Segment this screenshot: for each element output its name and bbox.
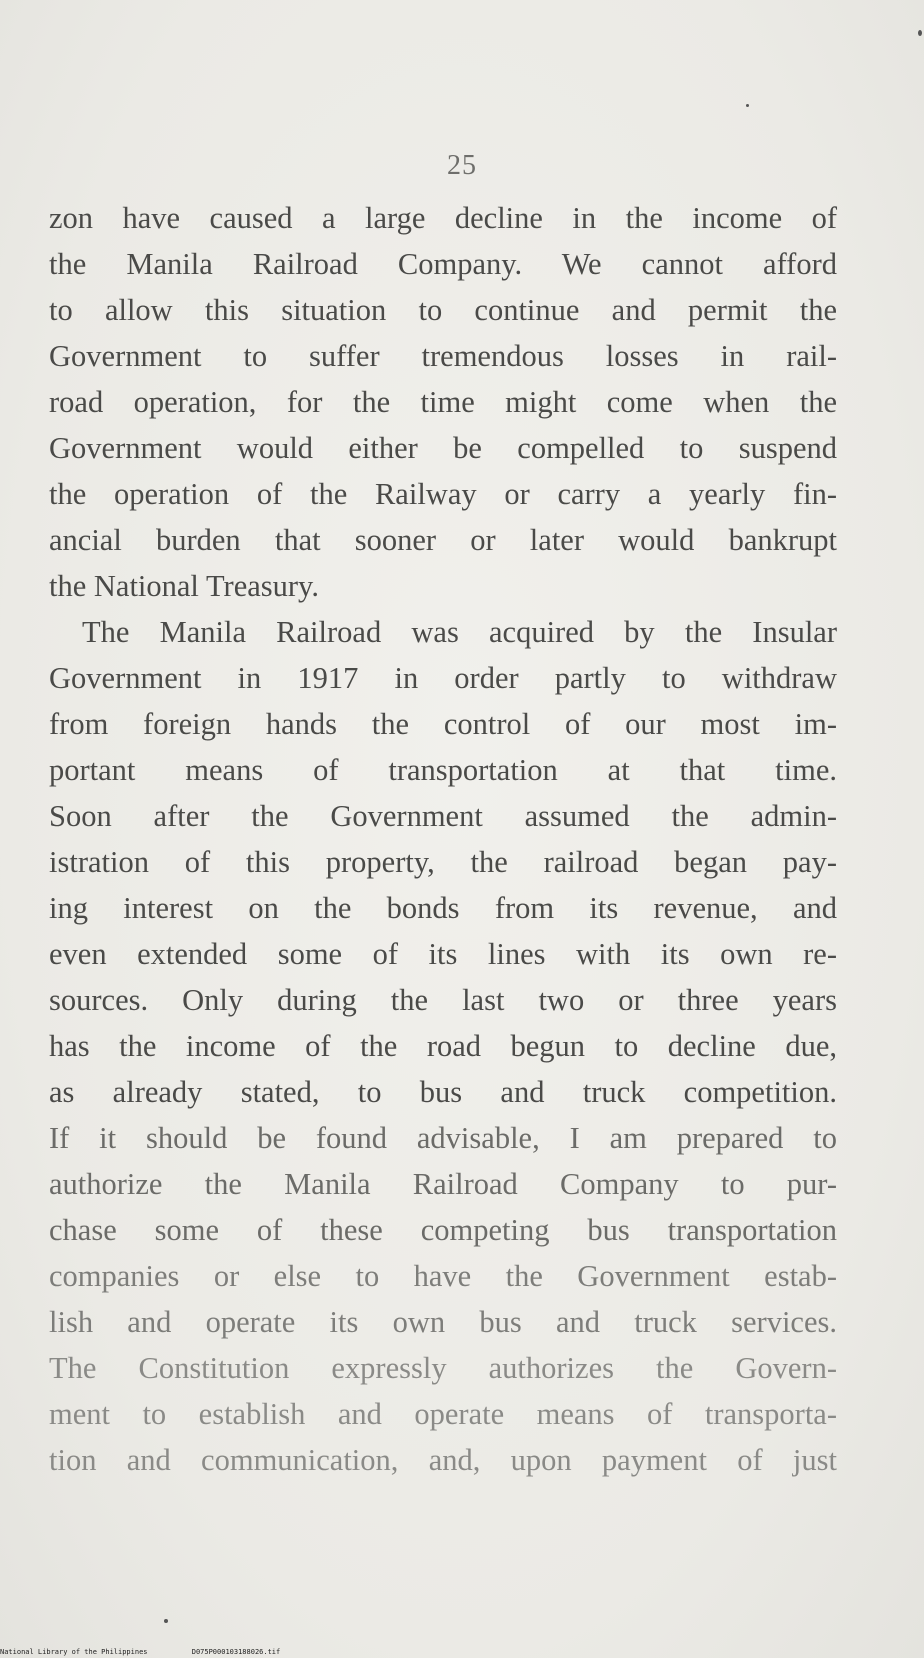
text-line: zon have caused a large decline in the income of	[49, 201, 837, 235]
text-line: ing interest on the bonds from its revenue, and	[49, 891, 837, 925]
body-text	[49, 195, 837, 1483]
text-line: road operation, for the time might come when the	[49, 385, 837, 419]
footer-filename: D075P000103188026.tif	[191, 1648, 281, 1656]
footer-source: National Library of the Philippines	[0, 1648, 148, 1656]
page-number: 25	[447, 150, 477, 181]
text-line: sources. Only during the last two or three years	[49, 983, 837, 1017]
text-line: Government to suffer tremendous losses in rail-	[49, 339, 837, 373]
text-line: ancial burden that sooner or later would bankrupt	[49, 523, 837, 557]
text-line: as already stated, to bus and truck competition.	[49, 1075, 837, 1109]
text-line: from foreign hands the control of our most im-	[49, 707, 837, 741]
dust-speck	[164, 1619, 168, 1623]
text-line: has the income of the road begun to decline due,	[49, 1029, 837, 1063]
paragraph-start-line: The Manila Railroad was acquired by the Insular	[82, 615, 837, 649]
text-line: the National Treasury.	[49, 569, 319, 603]
text-line: Government would either be compelled to suspend	[49, 431, 837, 465]
text-line: lish and operate its own bus and truck services.	[49, 1305, 837, 1339]
text-line: Government in 1917 in order partly to withdraw	[49, 661, 837, 695]
text-line: to allow this situation to continue and permit the	[49, 293, 837, 327]
text-line: the Manila Railroad Company. We cannot afford	[49, 247, 837, 281]
text-line: chase some of these competing bus transportation	[49, 1213, 837, 1247]
text-line: The Constitution expressly authorizes the Govern-	[49, 1351, 837, 1385]
dust-speck	[746, 104, 749, 107]
text-line: If it should be found advisable, I am prepared to	[49, 1121, 837, 1155]
dust-speck	[918, 30, 922, 36]
text-line: Soon after the Government assumed the admin-	[49, 799, 837, 833]
text-line: tion and communication, and, upon payment of just	[49, 1443, 837, 1477]
text-line: portant means of transportation at that time.	[49, 753, 837, 787]
text-line: the operation of the Railway or carry a yearly fin-	[49, 477, 837, 511]
text-line: companies or else to have the Government estab-	[49, 1259, 837, 1293]
text-line: authorize the Manila Railroad Company to pur-	[49, 1167, 837, 1201]
scan-footer	[0, 1648, 320, 1656]
text-line: istration of this property, the railroad began pay-	[49, 845, 837, 879]
text-line: ment to establish and operate means of transporta-	[49, 1397, 837, 1431]
text-line: even extended some of its lines with its own re-	[49, 937, 837, 971]
